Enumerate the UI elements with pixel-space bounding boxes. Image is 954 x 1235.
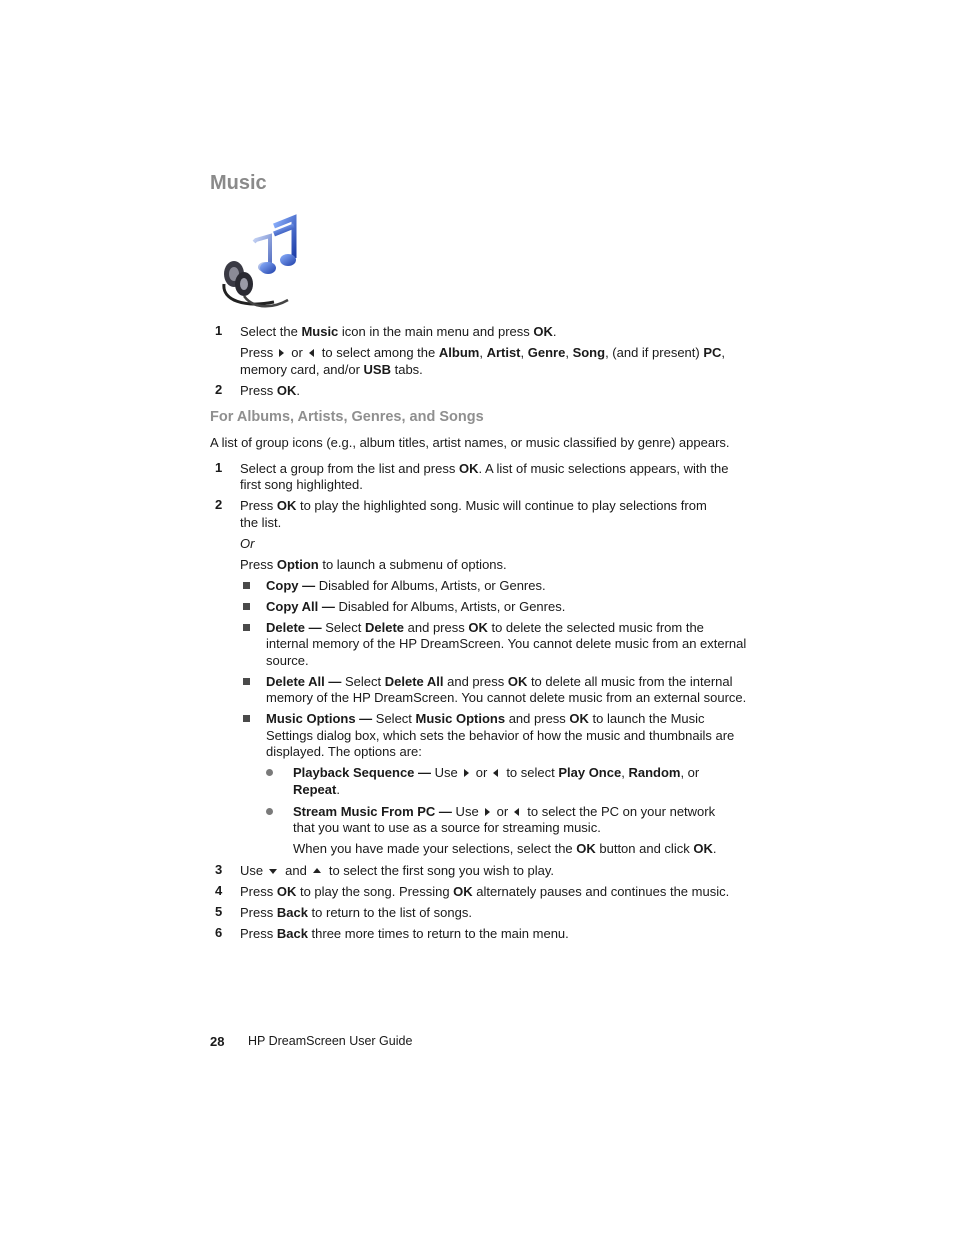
intro-paragraph: A list of group icons (e.g., album titles, artist names, or music classified by genre) appears. — [210, 435, 730, 450]
step-number: 2 — [215, 382, 223, 397]
bullet-square-icon — [243, 582, 250, 589]
bullet-square-icon — [243, 603, 250, 610]
sub-bullet-text: When you have made your selections, select the OK button and click OK. — [293, 841, 717, 856]
bullet-dot-icon — [266, 769, 273, 776]
guide-title: HP DreamScreen User Guide — [248, 1034, 413, 1048]
sub-bullet-text: Playback Sequence — Use or to select Play Once, Random, or — [293, 765, 700, 780]
step-text: memory card, and/or USB tabs. — [240, 362, 423, 377]
step-text: Press Back three more times to return to the main menu. — [240, 926, 569, 941]
step-text: first song highlighted. — [240, 477, 363, 492]
bullet-square-icon — [243, 715, 250, 722]
step-text: Use and to select the first song you wish to play. — [240, 863, 555, 878]
arrow-down-icon — [269, 869, 277, 874]
arrow-up-icon — [313, 868, 321, 873]
step-text: Press Back to return to the list of songs. — [240, 905, 472, 920]
step-text: Select the Music icon in the main menu and press OK. — [240, 324, 557, 339]
arrow-left-icon — [514, 808, 519, 816]
step-number: 1 — [215, 460, 223, 475]
bullet-square-icon — [243, 624, 250, 631]
section-title: Music — [210, 172, 267, 194]
bullet-text: Copy All — Disabled for Albums, Artists, or Genres. — [266, 599, 566, 614]
or-text: Or — [240, 536, 255, 551]
page-number: 28 — [210, 1034, 225, 1049]
subsection-title: For Albums, Artists, Genres, and Songs — [210, 409, 484, 425]
arrow-right-icon — [485, 808, 490, 816]
arrow-left-icon — [493, 769, 498, 777]
step-text: Press Option to launch a submenu of options. — [240, 557, 507, 572]
step-number: 4 — [215, 883, 223, 898]
step-text: Press OK to play the highlighted song. Music will continue to play selections from — [240, 498, 707, 513]
sub-bullet-text: Repeat. — [293, 782, 340, 797]
step-number: 6 — [215, 925, 223, 940]
bullet-text: internal memory of the HP DreamScreen. You cannot delete music from an external — [266, 636, 747, 651]
music-notes-headphones-icon — [214, 212, 306, 312]
bullet-text: source. — [266, 653, 309, 668]
step-number: 5 — [215, 904, 223, 919]
bullet-text: memory of the HP DreamScreen. You cannot delete music from an external source. — [266, 690, 747, 705]
step-text: Select a group from the list and press OK. A list of music selections appears, with the — [240, 461, 729, 476]
step-number: 1 — [215, 323, 223, 338]
arrow-left-icon — [309, 349, 314, 357]
bullet-dot-icon — [266, 808, 273, 815]
step-text: Press or to select among the Album, Artist, Genre, Song, (and if present) PC, — [240, 345, 726, 360]
arrow-right-icon — [464, 769, 469, 777]
step-number: 2 — [215, 497, 223, 512]
sub-bullet-text: Stream Music From PC — Use or to select the PC on your network — [293, 804, 716, 819]
step-text: Press OK to play the song. Pressing OK alternately pauses and continues the music. — [240, 884, 730, 899]
bullet-text: Delete — Select Delete and press OK to delete the selected music from the — [266, 620, 704, 635]
arrow-right-icon — [279, 349, 284, 357]
bullet-square-icon — [243, 678, 250, 685]
bullet-text: displayed. The options are: — [266, 744, 422, 759]
bullet-text: Settings dialog box, which sets the behavior of how the music and thumbnails are — [266, 728, 735, 743]
step-number: 3 — [215, 862, 223, 877]
step-text: the list. — [240, 515, 282, 530]
step-text: Press OK. — [240, 383, 300, 398]
bullet-text: Delete All — Select Delete All and press OK to delete all music from the internal — [266, 674, 733, 689]
bullet-text: Music Options — Select Music Options and press OK to launch the Music — [266, 711, 705, 726]
bullet-text: Copy — Disabled for Albums, Artists, or Genres. — [266, 578, 546, 593]
sub-bullet-text: that you want to use as a source for streaming music. — [293, 820, 601, 835]
